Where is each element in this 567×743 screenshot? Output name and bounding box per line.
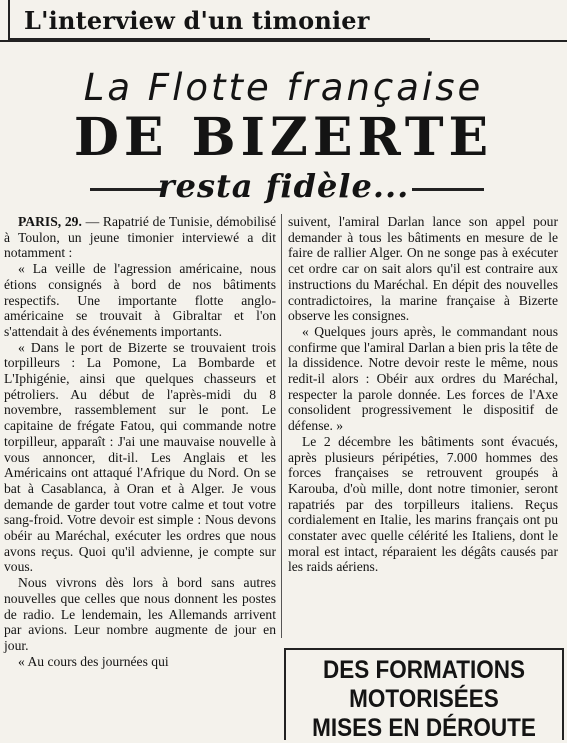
article-paragraph: suivent, l'amiral Darlan lance son appel pour demander à tous les bâtiments en mesure de le faire de rallier Alger. On ne songe pas à exécuter cet ordre car on sait alors qu'il est contraire aux instructions du Maréchal. En dépit des nouvelles contradictoires, la marine française à Bizerte observe les consignes. [288,214,558,324]
article-column-right [288,214,558,575]
headline-line-2: DE BIZERTE [73,107,494,168]
next-headline-line-1: DES FORMATIONS [322,656,526,684]
kicker-title: L'interview d'un timonier [24,6,370,35]
next-headline-line-2: MOTORISÉES [349,685,499,713]
article-paragraph: « Quelques jours après, le commandant nous confirme que l'amiral Darlan a bien pris la tête de la dissidence. Notre devoir reste le même, nous redit-il alors : Obéir aux ordres du Maréchal, respecter la parole donnée. Les forces de l'Axe consolident progressivement le dispositif de défense. » [288,323,558,434]
headline-dash-right [412,188,484,191]
article-paragraph [4,214,276,261]
next-headline-line-3: MISES EN DÉROUTE [312,714,536,742]
kicker-frame [8,0,430,40]
article-paragraph: Le 2 décembre les bâtiments sont évacués, après plusieurs péripéties, 7.000 hommes des forces françaises se retrouvent groupés à Karouba, d'où mille, dont notre timonier, seront rapatriés par des torpilleurs italiens. Reçus cordialement en Italie, les marins français ont pu constater avec quelle célérité les Italiens, dont le moral est intact, réparaient les dégâts causés par les raids aériens. [288,433,558,575]
article-paragraph: « Dans le port de Bizerte se trouvaient trois torpilleurs : La Pomone, La Bombarde et L'Iphigénie, ainsi que quelques chasseurs et pétroliers. Au début de l'après-midi du 8 novembre, rassemblement sur le pont. Le capitaine de frégate Fatou, qui commande notre torpilleur, apparaît : J'ai une mauvaise nouvelle à vous annoncer, dit-il. Les Anglais et les Américains ont attaqué l'Afrique du Nord. On se bat à Casablanca, à Oran et à Alger. Je vous demande de garder tout votre calme et tout votre sang-froid. Votre devoir est simple : Nous devons obéir au Maréchal, exécuter les ordres que nous avons reçus. Quoi qu'il advienne, je compte sur vous. [4,339,276,575]
column-divider [281,214,282,638]
article-paragraph: « Au cours des journées qui [18,653,169,669]
article-paragraph: « La veille de l'agression américaine, nous étions consignés à bord de nos bâtiments respectifs. Une importante flotte anglo-américaine se trouvait à Gibraltar et l'on s'attendait à des événements importants. [4,261,276,339]
top-rule [0,40,567,42]
dateline: PARIS, 29. [18,214,82,229]
paragraph-text: — Rapatrié de Tunisie, démobilisé à Toulon, un jeune timonier interviewé a dit notamment : [4,214,276,261]
headline-line-1: La Flotte française [83,66,484,109]
article-paragraph: Nous vivrons dès lors à bord sans autres nouvelles que celles que nous donnent les postes de radio. Le lendemain, les Allemands arrivent par avions. Leur nombre augmente de jour en jour. [4,575,276,653]
next-article-headline-box [284,648,564,740]
headline-line-3: resta fidèle... [157,167,410,205]
article-column-left [4,214,276,669]
